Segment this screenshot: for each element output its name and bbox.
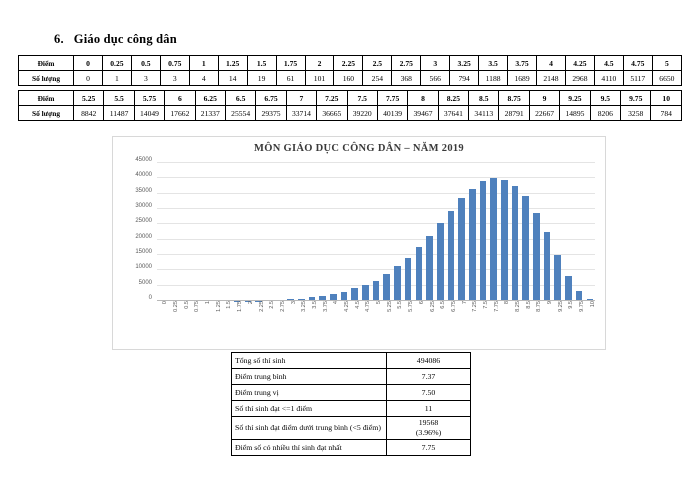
x-label-slot — [285, 301, 296, 347]
bar-slot — [552, 163, 563, 301]
bar-slot — [392, 163, 403, 301]
x-axis-tick-label: 6.75 — [450, 301, 457, 312]
bar-slot — [488, 163, 499, 301]
score-cell: 2.25 — [334, 56, 363, 71]
x-axis-tick-label: 7.5 — [482, 301, 489, 309]
bar-slot — [435, 163, 446, 301]
count-cell: 0 — [74, 71, 103, 86]
x-label-slot — [467, 301, 478, 347]
score-cell: 9.25 — [560, 91, 590, 106]
x-label-slot — [221, 301, 232, 347]
y-axis-labels — [113, 157, 155, 301]
section-title-text: Giáo dục công dân — [73, 32, 177, 46]
bar — [405, 258, 412, 301]
score-cell: 1.25 — [218, 56, 247, 71]
bar-slot — [371, 163, 382, 301]
count-cell: 39220 — [347, 106, 377, 121]
x-label-slot — [456, 301, 467, 347]
bar-slot — [456, 163, 467, 301]
table-row — [232, 401, 471, 417]
score-cell: 4.25 — [565, 56, 594, 71]
bar-slot — [563, 163, 574, 301]
score-cell: 5.75 — [134, 91, 164, 106]
x-axis-tick-label: 5.25 — [386, 301, 393, 312]
count-cell: 794 — [450, 71, 479, 86]
count-cell: 14895 — [560, 106, 590, 121]
score-table-block-2-body — [19, 91, 682, 121]
x-label-slot — [381, 301, 392, 347]
x-axis-tick-label: 1.75 — [237, 301, 244, 312]
x-label-slot — [307, 301, 318, 347]
x-label-slot — [510, 301, 521, 347]
score-table-block-2 — [18, 90, 682, 121]
summary-label: Tổng số thí sinh — [232, 353, 387, 369]
x-axis-tick-label: 4.5 — [354, 301, 361, 309]
count-cell: 1188 — [479, 71, 508, 86]
x-label-slot — [478, 301, 489, 347]
score-cell: 5.5 — [104, 91, 134, 106]
summary-value: 19568 (3.96%) — [387, 417, 471, 440]
page-title — [54, 32, 177, 47]
summary-statistics-table — [231, 352, 471, 456]
score-cell: 2.75 — [392, 56, 421, 71]
count-cell: 5117 — [623, 71, 652, 86]
table-row — [232, 369, 471, 385]
table-row — [19, 71, 682, 86]
bar — [469, 189, 476, 301]
x-axis-tick-label: 5.75 — [408, 301, 415, 312]
bar-slot — [585, 163, 596, 301]
summary-label: Điểm trung bình — [232, 369, 387, 385]
score-cell: 0.75 — [160, 56, 189, 71]
x-axis-tick-label: 1.25 — [215, 301, 222, 312]
count-cell: 6650 — [652, 71, 681, 86]
count-cell: 28791 — [499, 106, 529, 121]
bar-slot — [307, 163, 318, 301]
count-cell: 254 — [363, 71, 392, 86]
score-cell: 5.25 — [74, 91, 104, 106]
x-axis-tick-label: 9.25 — [557, 301, 564, 312]
x-label-slot — [552, 301, 563, 347]
score-cell: 2.5 — [363, 56, 392, 71]
table-row — [19, 56, 682, 71]
bar — [448, 211, 455, 301]
bar-slot — [510, 163, 521, 301]
x-label-slot — [178, 301, 189, 347]
bar-slot — [542, 163, 553, 301]
x-axis-tick-label: 3.25 — [301, 301, 308, 312]
summary-label: Số thí sinh đạt <=1 điểm — [232, 401, 387, 417]
bar-slot — [253, 163, 264, 301]
summary-value: 7.37 — [387, 369, 471, 385]
count-cell: 101 — [305, 71, 334, 86]
summary-value: 7.50 — [387, 385, 471, 401]
count-cell: 14049 — [134, 106, 164, 121]
count-cell: 8842 — [74, 106, 104, 121]
score-cell: 7.25 — [317, 91, 347, 106]
x-label-slot — [232, 301, 243, 347]
bar-slot — [285, 163, 296, 301]
y-axis-tick-label: 45000 — [135, 157, 152, 163]
x-axis-tick-label: 0.5 — [183, 301, 190, 309]
bar-slot — [446, 163, 457, 301]
x-axis-tick-label: 6.25 — [429, 301, 436, 312]
table-row — [19, 91, 682, 106]
chart-title: MÔN GIÁO DỤC CÔNG DÂN – NĂM 2019 — [254, 143, 464, 154]
score-distribution-table — [18, 55, 682, 121]
x-axis-tick-label: 3.5 — [311, 301, 318, 309]
x-label-slot — [168, 301, 179, 347]
x-axis-tick-label: 10 — [589, 301, 596, 308]
y-axis-tick-label: 25000 — [135, 218, 152, 225]
count-cell: 784 — [651, 106, 682, 121]
bar-slot — [328, 163, 339, 301]
x-label-slot — [499, 301, 510, 347]
table-row — [19, 106, 682, 121]
bar-slot — [478, 163, 489, 301]
count-cell: 33714 — [286, 106, 316, 121]
bar-slot — [381, 163, 392, 301]
bar-slot — [360, 163, 371, 301]
y-axis-tick-label: 0 — [148, 295, 152, 301]
summary-value: 494086 — [387, 353, 471, 369]
y-axis-tick-label: 15000 — [135, 249, 152, 256]
bar-slot — [264, 163, 275, 301]
count-cell: 22667 — [529, 106, 559, 121]
count-cell: 25554 — [225, 106, 255, 121]
score-cell: 8.75 — [499, 91, 529, 106]
table-row-header: Số lượng — [19, 106, 74, 121]
score-cell: 1.75 — [276, 56, 305, 71]
x-axis-tick-label: 3.75 — [322, 301, 329, 312]
table-row-header: Số lượng — [19, 71, 74, 86]
x-axis-tick-label: 5.5 — [397, 301, 404, 309]
count-cell: 4110 — [594, 71, 623, 86]
bar-slot — [221, 163, 232, 301]
bar — [501, 180, 508, 301]
x-axis-tick-label: 2 — [247, 301, 254, 305]
summary-label: Số thí sinh đạt điểm dưới trung bình (<5 điểm) — [232, 417, 387, 440]
score-cell: 3.5 — [479, 56, 508, 71]
x-axis-tick-label: 2.25 — [258, 301, 265, 312]
score-cell: 9.75 — [621, 91, 651, 106]
score-cell: 0.25 — [102, 56, 131, 71]
score-cell: 3 — [421, 56, 450, 71]
score-cell: 8 — [408, 91, 438, 106]
bar — [373, 281, 380, 301]
bar-slot — [520, 163, 531, 301]
table-row-header: Điểm — [19, 91, 74, 106]
x-label-slot — [339, 301, 350, 347]
x-axis-tick-label: 2.75 — [279, 301, 286, 312]
count-cell: 37641 — [438, 106, 468, 121]
score-cell: 8.25 — [438, 91, 468, 106]
x-label-slot — [360, 301, 371, 347]
x-label-slot — [542, 301, 553, 347]
score-cell: 10 — [651, 91, 682, 106]
bar — [383, 274, 390, 301]
bar-slot — [499, 163, 510, 301]
bar — [416, 247, 423, 301]
summary-table — [231, 352, 471, 456]
x-axis-tick-label: 4 — [333, 301, 340, 305]
x-label-slot — [210, 301, 221, 347]
score-cell: 3.75 — [508, 56, 537, 71]
bar-slot — [317, 163, 328, 301]
bar-slot — [296, 163, 307, 301]
bar-slot — [178, 163, 189, 301]
summary-label: Điểm trung vị — [232, 385, 387, 401]
score-cell: 7.75 — [377, 91, 407, 106]
count-cell: 4 — [189, 71, 218, 86]
table-row — [232, 440, 471, 456]
x-axis-tick-label: 9.5 — [568, 301, 575, 309]
count-cell: 17662 — [165, 106, 195, 121]
x-axis-tick-label: 0.75 — [194, 301, 201, 312]
x-label-slot — [563, 301, 574, 347]
count-cell: 368 — [392, 71, 421, 86]
summary-value-percent: (3.96%) — [415, 428, 442, 437]
x-label-slot — [424, 301, 435, 347]
x-axis-tick-label: 7.25 — [472, 301, 479, 312]
x-axis-tick-label: 7.75 — [493, 301, 500, 312]
score-cell: 5 — [652, 56, 681, 71]
score-cell: 7.5 — [347, 91, 377, 106]
x-label-slot — [403, 301, 414, 347]
x-label-slot — [157, 301, 168, 347]
x-label-slot — [531, 301, 542, 347]
bar — [522, 196, 529, 301]
bar — [554, 255, 561, 301]
bar-slot — [574, 163, 585, 301]
x-axis-tick-label: 8.75 — [536, 301, 543, 312]
x-axis-tick-label: 2.5 — [269, 301, 276, 309]
x-label-slot — [392, 301, 403, 347]
count-cell: 3 — [131, 71, 160, 86]
count-cell: 1689 — [508, 71, 537, 86]
x-axis-tick-label: 8.5 — [525, 301, 532, 309]
summary-table-body — [232, 353, 471, 456]
score-cell: 1.5 — [247, 56, 276, 71]
x-label-slot — [275, 301, 286, 347]
score-table-block-1 — [18, 55, 682, 86]
count-cell: 29375 — [256, 106, 286, 121]
y-axis-tick-label: 30000 — [135, 203, 152, 210]
x-label-slot — [574, 301, 585, 347]
table-row-header: Điểm — [19, 56, 74, 71]
x-axis-tick-label: 4.75 — [365, 301, 372, 312]
x-label-slot — [200, 301, 211, 347]
bar-slot — [157, 163, 168, 301]
bar — [533, 213, 540, 301]
count-cell: 14 — [218, 71, 247, 86]
bar — [480, 181, 487, 301]
x-axis-tick-label: 1.5 — [226, 301, 233, 309]
count-cell: 3258 — [621, 106, 651, 121]
x-label-slot — [296, 301, 307, 347]
summary-label: Điểm số có nhiều thí sinh đạt nhất — [232, 440, 387, 456]
x-label-slot — [243, 301, 254, 347]
score-cell: 9 — [529, 91, 559, 106]
bar-slot — [168, 163, 179, 301]
x-axis-tick-label: 0 — [162, 301, 169, 305]
x-axis-tick-label: 7 — [461, 301, 468, 305]
x-axis-tick-label: 3 — [290, 301, 297, 305]
count-cell: 3 — [160, 71, 189, 86]
x-label-slot — [414, 301, 425, 347]
count-cell: 2148 — [537, 71, 566, 86]
count-cell: 11487 — [104, 106, 134, 121]
count-cell: 8206 — [590, 106, 620, 121]
count-cell: 21337 — [195, 106, 225, 121]
count-cell: 39467 — [408, 106, 438, 121]
score-cell: 4 — [537, 56, 566, 71]
table-row — [232, 353, 471, 369]
bar-slot — [467, 163, 478, 301]
x-label-slot — [189, 301, 200, 347]
x-axis-tick-label: 0.25 — [173, 301, 180, 312]
count-cell: 1 — [102, 71, 131, 86]
plot-area — [157, 163, 595, 301]
bar-slot — [424, 163, 435, 301]
x-label-slot — [435, 301, 446, 347]
bar — [362, 285, 369, 301]
bar-slot — [243, 163, 254, 301]
bar — [512, 186, 519, 301]
score-table-block-1-body — [19, 56, 682, 86]
y-axis-tick-label: 10000 — [135, 264, 152, 271]
score-cell: 6.25 — [195, 91, 225, 106]
count-cell: 61 — [276, 71, 305, 86]
x-label-slot — [317, 301, 328, 347]
chart-container — [112, 136, 606, 350]
bar-slot — [232, 163, 243, 301]
count-cell: 2968 — [565, 71, 594, 86]
score-cell: 8.5 — [469, 91, 499, 106]
bar — [544, 232, 554, 305]
bar — [394, 266, 401, 301]
summary-value: 11 — [387, 401, 471, 417]
count-cell: 566 — [421, 71, 450, 86]
x-axis-tick-label: 8 — [504, 301, 511, 305]
bar — [490, 178, 497, 301]
y-axis-tick-label: 20000 — [135, 233, 152, 240]
bar — [426, 236, 433, 301]
bar — [458, 198, 465, 301]
score-cell: 6 — [165, 91, 195, 106]
score-cell: 9.5 — [590, 91, 620, 106]
bar-slot — [531, 163, 542, 301]
table-row — [232, 417, 471, 440]
x-axis-labels — [157, 301, 595, 347]
x-label-slot — [264, 301, 275, 347]
bar — [437, 223, 444, 301]
table-row — [232, 385, 471, 401]
bar-slot — [349, 163, 360, 301]
x-axis-tick-label: 1 — [205, 301, 212, 305]
count-cell: 19 — [247, 71, 276, 86]
bar-slot — [275, 163, 286, 301]
x-label-slot — [446, 301, 457, 347]
bar-slot — [200, 163, 211, 301]
count-cell: 160 — [334, 71, 363, 86]
x-axis-tick-label: 5 — [376, 301, 383, 305]
x-label-slot — [488, 301, 499, 347]
count-cell: 40139 — [377, 106, 407, 121]
bar-series — [157, 163, 595, 301]
section-number: 6. — [54, 32, 64, 46]
score-cell: 1 — [189, 56, 218, 71]
bar-slot — [189, 163, 200, 301]
x-axis-tick-label: 4.25 — [344, 301, 351, 312]
bar — [565, 276, 572, 301]
x-label-slot — [349, 301, 360, 347]
x-axis-tick-label: 6 — [418, 301, 425, 305]
score-cell: 6.75 — [256, 91, 286, 106]
y-axis-tick-label: 35000 — [135, 187, 152, 194]
count-cell: 36665 — [317, 106, 347, 121]
y-axis-tick-label: 40000 — [135, 172, 152, 179]
score-cell: 2 — [305, 56, 334, 71]
score-cell: 3.25 — [450, 56, 479, 71]
bar-slot — [210, 163, 221, 301]
x-label-slot — [585, 301, 596, 347]
x-label-slot — [371, 301, 382, 347]
bar-slot — [414, 163, 425, 301]
x-label-slot — [253, 301, 264, 347]
y-axis-tick-label: 5000 — [138, 279, 152, 286]
score-cell: 7 — [286, 91, 316, 106]
bar-slot — [339, 163, 350, 301]
x-axis-tick-label: 6.5 — [440, 301, 447, 309]
score-cell: 4.75 — [623, 56, 652, 71]
summary-value: 7.75 — [387, 440, 471, 456]
score-cell: 0 — [74, 56, 103, 71]
x-axis-tick-label: 9.75 — [579, 301, 586, 312]
score-cell: 6.5 — [225, 91, 255, 106]
score-cell: 4.5 — [594, 56, 623, 71]
x-label-slot — [328, 301, 339, 347]
score-cell: 0.5 — [131, 56, 160, 71]
x-axis-tick-label: 8.25 — [515, 301, 522, 312]
x-label-slot — [520, 301, 531, 347]
x-axis-tick-label: 9 — [547, 301, 554, 305]
bar-slot — [403, 163, 414, 301]
count-cell: 34113 — [469, 106, 499, 121]
